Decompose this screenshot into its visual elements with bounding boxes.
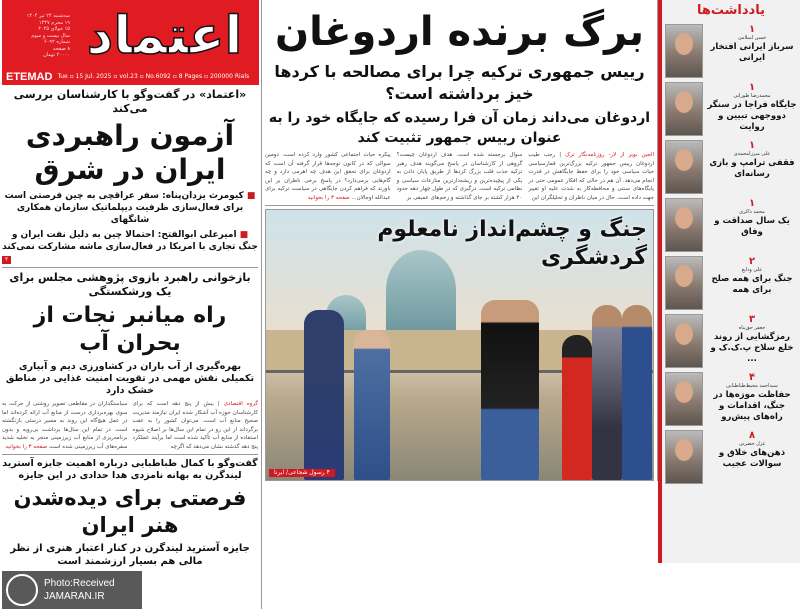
author-photo — [665, 314, 703, 368]
page-number: ۳ — [748, 314, 756, 325]
tourism-photo[interactable] — [265, 209, 654, 481]
masthead-top — [2, 0, 259, 70]
read-more-link[interactable]: صفحه ۳ را بخوانید — [5, 443, 48, 450]
person — [481, 300, 539, 480]
notes-header: یادداشت‌ها — [696, 3, 765, 18]
byline: الجین بویر از لار- روزنامه‌نگار ترک — [565, 152, 654, 158]
note-author: محمدرضا طورانی — [733, 93, 771, 99]
note-author: علی ودایع — [741, 267, 763, 273]
author-photo — [665, 82, 703, 136]
main-col-2: سوال برجسته شده است. هدف اردوغان چیست؟ گروهی از کارشناسان در پاسخ می‌گویند هدف رهبر ترکیه جذب قلب بزرگ کردها از طریق پایان دادن به یکی از پیچیده‌ترین و ریشه‌دارترین منازعات سیاسی و نظامی ترکیه است. درگیری که در طول چهار دهه حدود ۴۰ هزار کشته بر جای گذاشته و زخم‌های عمیقی بر — [396, 152, 523, 201]
person — [622, 305, 652, 480]
person — [592, 305, 622, 480]
page-number: ۱ — [748, 82, 756, 93]
read-more-link[interactable]: صفحه ۳ را بخوانید — [307, 194, 350, 201]
story1-kicker: «اعتماد» در گفت‌وگو با کارشناسان بررسی می‌کند — [13, 88, 247, 115]
divider — [2, 267, 258, 268]
person — [304, 310, 344, 480]
jamaran-logo-icon — [6, 574, 38, 606]
main-text: پیکره حیات اجتماعی کشور وارد کرده است. دومین سوالی که در کانون توجه‌ها قرار گرفته آن است که اردوغان برای تحقق این هدف چه اهرمی دارد و چه گام‌هایی برمی‌دارد؟ در پاسخ برخی ناظران بر این باورند که فراهم کردن جایگاهی در سیاست ترکیه برای عبدالله اوجالان... — [264, 152, 391, 201]
story1-headline[interactable]: آزمون راهبردی ایران در شرق — [25, 119, 235, 186]
story2-text: بیش از پنج دهه است که برای کارشناسان حوزه آب آشکار شده ایران نیازمند مدیریت صحیح منابع آب است. می‌توان کشور را به عقب برگرداند از این رو در تمام این سال‌ها بر اصلاح شیوه استفاده از منابع آب تأکید شده است اما برآیند عملکرد پنج دهه گذشته نشان می‌دهد که اگرچه — [132, 401, 258, 450]
story2-kicker: بازخوانی راهبرد بازوی پژوهشی مجلس برای یک ورشکستگی — [9, 271, 251, 298]
story2-text: سیاستگذاران در مقاطعی تصویر روشنی از حرکت به سوی بهره‌برداری درست از منابع آب ارائه کرده‌اند اما در عمل هیچ‌گاه این روند به مسیر درستی بازنگشته است. در تمام این سال‌ها برداشت بی‌رویه و بدون برنامه‌ریزی از منابع آب زیرزمینی منجر به تخلیه شدید سفره‌های آب زیرزمینی شده است — [2, 401, 128, 450]
author-photo — [665, 430, 703, 484]
author-photo — [665, 256, 703, 310]
person — [562, 335, 592, 480]
note-item[interactable] — [665, 372, 797, 426]
note-author: حسن اسلامی — [737, 35, 767, 41]
main-col-3 — [265, 151, 391, 202]
photo-credit: ۴ رسول شجاعی/ ایرنا — [269, 469, 335, 477]
photo-headline[interactable]: جنگ و چشم‌انداز نامعلوم گردشگری — [377, 217, 647, 270]
story2-body — [2, 400, 258, 451]
page-number: ۱ — [748, 198, 756, 209]
story2-body-left — [2, 400, 128, 451]
author-photo — [665, 24, 703, 78]
note-item[interactable] — [665, 430, 797, 484]
story2-sub: بهره‌گیری از آب باران در کشاورزی دیم و آبیاری تکمیلی نقش مهمی در تقویت امنیت غذایی در مناطق خشک دارد — [5, 361, 255, 396]
issue-date-hijri: ۱۹ محرم ۱۴۴۷ — [38, 19, 70, 26]
note-item[interactable] — [665, 198, 797, 252]
story1-bullet: ■ امیرعلی ابوالفتح: احتمالا چین به دلیل نفت ایران و جنگ تجاری با امریکا در فعال‌سازی ماشه مشارکت نمی‌کند — [2, 229, 258, 253]
note-title: جایگاه فراجا در سنگر دووجهی تبیین و روایت — [707, 100, 797, 132]
story1-bullet: ■ کیومرث یزدان‌پناه: سفر عراقچی به چین فرصتی است برای فعال‌سازی ظرفیت دیپلماتیک سازمان همکاری شانگهای — [2, 190, 258, 226]
photo-watermark — [2, 571, 142, 609]
note-item[interactable] — [665, 256, 797, 310]
note-author: غزل حضرتی — [738, 441, 766, 447]
watermark-line1: Photo:Received — [44, 578, 115, 589]
latin-title: ETEMAD — [6, 71, 53, 83]
watermark-line2: JAMARAN.IR — [44, 591, 105, 602]
issue-pages: ۸ صفحه — [53, 45, 70, 52]
story3-kicker: گفت‌وگو با کمال طباطبایی درباره اهمیت جایزه آسترید لیندگرن به بهانه نامزدی هدا حدادی در این جایزه — [2, 458, 258, 481]
note-title: یک سال صداقت و وفاق — [714, 216, 790, 237]
issue-year: سال بیست و سوم — [31, 32, 70, 39]
note-item[interactable] — [665, 24, 797, 78]
author-photo — [665, 140, 703, 194]
note-title: حفاظت موزه‌ها در جنگ، اقدامات و راه‌های پیش‌رو — [713, 390, 791, 422]
page-number: ۲ — [748, 256, 756, 267]
issue-date-gregorian: ۱۵ جولای ۲۰۲۵ — [38, 26, 70, 33]
note-item[interactable] — [665, 82, 797, 136]
main-text: رجب طیب اردوغان رییس جمهور ترکیه بزرگ‌ترین قمارسیاسی حیات سیاسی خود را برای حفظ جایگاهش در قدرت انجام می‌دهد. آن هم در حالی که افکار عمومی حتی در پایگاه‌های سنتی و محافظه‌کار به شدت علیه او تغییر جهت داده است. حال در میان ناظران و تحلیلگران این — [528, 152, 654, 201]
note-author: محمد ذاکری — [739, 209, 765, 215]
main-col-1: الجین بویر از لار- روزنامه‌نگار ترک | رجب طیب اردوغان رییس جمهور ترکیه بزرگ‌ترین قمارسیاسی حیات سیاسی خود را برای حفظ جایگاهش در قدرت انجام می‌دهد. آن هم در حالی که افکار عمومی حتی در پایگاه‌های سنتی و محافظه‌کار به شدت علیه او تغییر جهت داده است. حال در میان ناظران و تحلیلگران این — [528, 152, 654, 201]
note-author: علی میرزامحمدی — [733, 151, 771, 157]
story3-sub: جایزه آسترید لیندگرن در کنار اعتبار هنری از نظر مالی هم بسیار ارزشمند است — [10, 543, 250, 567]
page-number: ۱ — [748, 140, 756, 151]
main-subheadline: رییس جمهوری ترکیه چرا برای مصالحه با کردها خیز برداشته است؟ — [274, 62, 645, 103]
left-column — [0, 0, 262, 609]
story2-body-right: گروه اقتصادی | بیش از پنج دهه است که برای کارشناسان حوزه آب آشکار شده ایران نیازمند مدیریت صحیح منابع آب است. می‌توان کشور را به عقب برگرداند از این رو در تمام این سال‌ها بر اصلاح شیوه استفاده از منابع آب تأکید شده است اما برآیند عملکرد پنج دهه گذشته نشان می‌دهد که اگرچه — [132, 401, 258, 450]
note-title: ذهن‌های خلاق و سوالات عجیب — [718, 448, 786, 469]
masthead — [2, 0, 259, 85]
divider — [265, 205, 654, 206]
issue-info — [8, 13, 70, 59]
story2-headline[interactable]: راه میانبر نجات از بحران آب — [33, 303, 227, 356]
note-author: جعفر حق‌پناه — [738, 325, 766, 331]
page-number: ۴ — [748, 372, 756, 383]
center-column — [262, 0, 658, 481]
issue-line: Tue ▫ 15 Jul. 2025 ▫ vol.23 ▫ No.6092 ▫ 8 Pages ▫ 200000 Rials — [57, 73, 250, 80]
note-item[interactable] — [665, 140, 797, 194]
main-headline[interactable]: برگ برنده اردوغان — [275, 9, 644, 55]
issue-price: ۲۰۰۰۰ تومان — [43, 52, 70, 59]
issue-number: شماره ۶۰۹۲ — [44, 39, 70, 46]
main-article — [265, 151, 654, 202]
note-title: فقفی ترامپ و بازی رسانه‌ای — [709, 158, 795, 179]
story1-bullets — [2, 190, 258, 253]
page-number: ۸ — [748, 430, 756, 441]
newspaper-logo: اعتماد — [86, 6, 243, 66]
notes-column — [658, 0, 800, 563]
page-ref[interactable]: ۲ — [2, 256, 11, 264]
main-deck: اردوغان می‌داند زمان آن فرا رسیده که جایگاه خود را به عنوان رییس جمهور تثبیت کند — [268, 110, 651, 146]
author-photo — [665, 372, 703, 426]
note-title: جنگ برای همه صلح برای همه — [711, 274, 793, 295]
masthead-bar — [2, 70, 259, 85]
note-title: رمزگشایی از روند خلع سلاح پ.ک.ک و ... — [710, 332, 794, 364]
person — [354, 330, 390, 480]
note-title: سرباز ایرانی افتخار ایرانی — [710, 42, 794, 63]
section-tag: گروه اقتصادی — [223, 401, 258, 407]
issue-date: سه‌شنبه ۲۴ تیر ۱۴۰۴ — [26, 13, 70, 20]
note-author: سیداحمد محیط‌طباطبایی — [726, 383, 778, 389]
author-photo — [665, 198, 703, 252]
story3-headline[interactable]: فرصتی برای دیده‌شدن هنر ایران — [13, 486, 247, 537]
divider — [2, 454, 258, 455]
note-item[interactable] — [665, 314, 797, 368]
page-number: ۱ — [748, 24, 756, 35]
